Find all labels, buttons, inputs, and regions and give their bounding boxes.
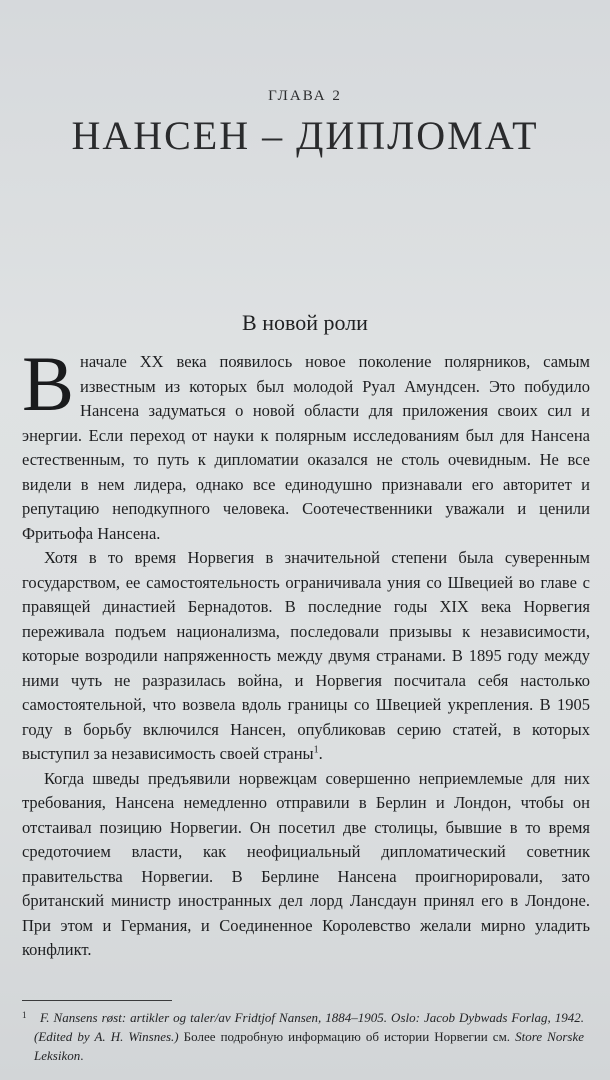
footnote-end: .	[80, 1048, 84, 1063]
footnote-source: Store Norske Leksikon	[34, 1029, 584, 1063]
footnote-number: 1	[22, 1010, 27, 1020]
footnote-divider	[22, 1000, 172, 1001]
chapter-label: ГЛАВА 2	[268, 88, 342, 104]
paragraph-1-text: начале XX века появилось новое поколение полярников, самым известным из которых был молодой Руал Амундсен. Это побудило Нансена задуматься о новой области для приложения своих сил и энергии. Если переход от науки к полярным исследованиям был для Нансена естественным, то путь к дипломатии оказался не столь очевидным. Не все видели в нем лидера, однако все единодушно признавали его авторитет и репутацию неподкупного человека. Соотечественники уважали и ценили Фритьофа Нансена.	[22, 352, 590, 543]
paragraph-3	[22, 767, 590, 963]
footnote-citation: F. Nansens røst: artikler og taler/av Fridtjof Nansen, 1884–1905. Oslo: Jacob Dybwads Forlag, 1942. (Edited by A. H. Winsnes.)	[34, 1010, 584, 1044]
chapter-title: НАНСЕН – ДИПЛОМАТ	[71, 113, 539, 158]
footnote-text	[34, 1008, 584, 1065]
drop-cap: В	[22, 340, 75, 427]
body-text	[22, 340, 590, 963]
paragraph-2-end: .	[318, 744, 323, 763]
footnote	[22, 1008, 590, 1065]
footnote-note: Более подробную информацию об истории Норвегии см.	[178, 1029, 516, 1044]
paragraph-2-text: Хотя в то время Норвегия в значительной степени была суверенным государством, ее самостоятельность ограничивала уния со Швецией во главе с правящей династией Бернадотов. В последние годы XIX века Норвегия переживала подъем национализма, последовали призывы к независимости, которые возродили напряженность между двумя странами. В 1895 году между ними чуть не разразилась война, и Норвегия посчитала себя настолько самостоятельной, что возвела вдоль границы со Швецией укрепления. В 1905 году в борьбу включился Нансен, опубликовав серию статей, в которых выступил за независимость своей страны	[22, 548, 590, 763]
footnote-reference[interactable]: 1	[313, 744, 319, 756]
paragraph-2	[22, 546, 590, 767]
section-title: В новой роли	[242, 310, 368, 335]
paragraph-3-text: Когда шведы предъявили норвежцам совершенно неприемлемые для них требования, Нансена немедленно отправили в Берлин и Лондон, чтобы он отстаивал позицию Норвегии. Он посетил две столицы, бывшие в то время средоточием власти, как неофициальный дипломатический советник правительства Норвегии. В Берлине Нансена проигнорировали, зато британский министр иностранных дел лорд Лансдаун принял его в Лондоне. При этом и Германия, и Соединенное Королевство желали мирно уладить конфликт.	[22, 768, 590, 959]
paragraph-1	[22, 340, 590, 546]
